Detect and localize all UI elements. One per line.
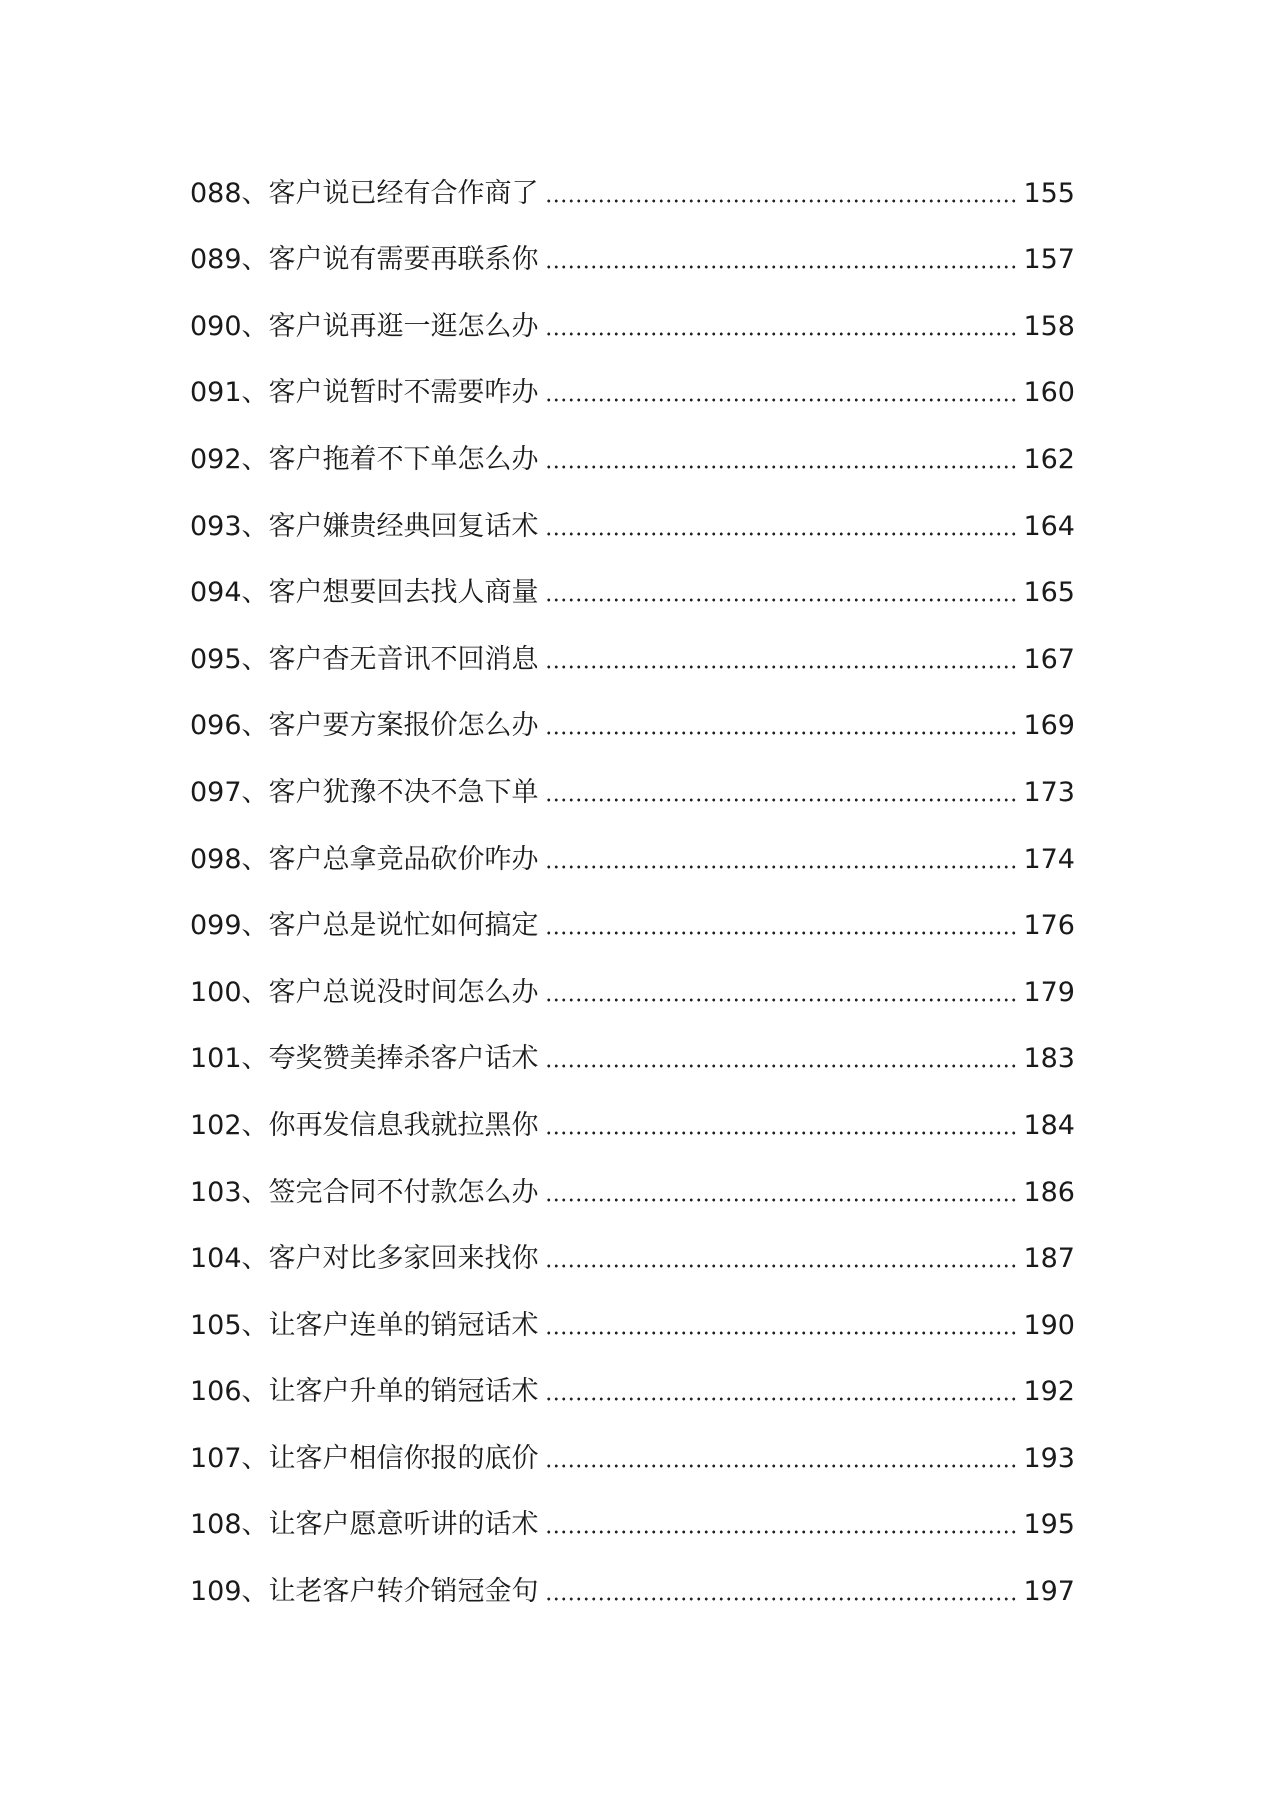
toc-entry-page: 197 xyxy=(1023,1576,1075,1608)
toc-entry-title: 、客户犹豫不决不急下单 xyxy=(241,776,539,808)
toc-entry[interactable] xyxy=(190,744,1075,811)
toc-entry-title: 、让客户连单的销冠话术 xyxy=(241,1309,539,1341)
toc-entry-number: 109 xyxy=(190,1576,242,1608)
toc-entry-page: 186 xyxy=(1023,1176,1075,1208)
toc-entry-title: 、签完合同不付款怎么办 xyxy=(241,1176,539,1208)
toc-entry-number: 088 xyxy=(190,177,242,209)
toc-leader-dots xyxy=(545,598,1020,602)
toc-leader-dots xyxy=(545,665,1020,669)
toc-entry[interactable] xyxy=(190,1477,1075,1544)
toc-leader-dots xyxy=(545,1264,1020,1268)
toc-entry-page: 173 xyxy=(1023,776,1075,808)
toc-leader-dots xyxy=(545,199,1020,203)
toc-entry-title: 、客户总是说忙如何搞定 xyxy=(241,910,539,942)
toc-entry-title: 、客户说再逛一逛怎么办 xyxy=(241,310,539,342)
toc-entry[interactable] xyxy=(190,345,1075,412)
toc-leader-dots xyxy=(545,1331,1020,1335)
toc-entry[interactable] xyxy=(190,278,1075,345)
toc-entry-number: 102 xyxy=(190,1109,242,1141)
toc-entry-page: 193 xyxy=(1023,1442,1075,1474)
toc-entry-title: 、客户说暂时不需要咋办 xyxy=(241,377,539,409)
toc-entry-number: 098 xyxy=(190,843,242,875)
toc-entry[interactable] xyxy=(190,1011,1075,1078)
toc-entry-page: 195 xyxy=(1023,1509,1075,1541)
toc-entry-number: 091 xyxy=(190,377,242,409)
toc-entry-number: 103 xyxy=(190,1176,242,1208)
toc-entry-number: 101 xyxy=(190,1043,242,1075)
toc-leader-dots xyxy=(545,1597,1020,1601)
toc-leader-dots xyxy=(545,1464,1020,1468)
toc-entry-title: 、客户嫌贵经典回复话术 xyxy=(241,510,539,542)
toc-entry[interactable] xyxy=(190,1410,1075,1477)
toc-entry[interactable] xyxy=(190,478,1075,545)
toc-entry[interactable] xyxy=(190,212,1075,279)
toc-entry-page: 192 xyxy=(1023,1376,1075,1408)
toc-entry-title: 、客户总说没时间怎么办 xyxy=(241,976,539,1008)
toc-leader-dots xyxy=(545,1397,1020,1401)
toc-entry-title: 、让客户升单的销冠话术 xyxy=(241,1376,539,1408)
toc-entry[interactable] xyxy=(190,1543,1075,1610)
toc-leader-dots xyxy=(545,731,1020,735)
toc-entry-title: 、让老客户转介销冠金句 xyxy=(241,1576,539,1608)
toc-entry-page: 167 xyxy=(1023,643,1075,675)
toc-entry-page: 179 xyxy=(1023,976,1075,1008)
toc-entry-title: 、客户杳无音讯不回消息 xyxy=(241,643,539,675)
toc-entry-page: 184 xyxy=(1023,1109,1075,1141)
toc-entry-number: 090 xyxy=(190,310,242,342)
toc-entry-page: 176 xyxy=(1023,910,1075,942)
toc-leader-dots xyxy=(545,1530,1020,1534)
toc-entry-page: 165 xyxy=(1023,577,1075,609)
toc-entry-number: 097 xyxy=(190,776,242,808)
toc-entry-title: 、让客户愿意听讲的话术 xyxy=(241,1509,539,1541)
toc-entry-title: 、客户说有需要再联系你 xyxy=(241,244,539,276)
toc-entry[interactable] xyxy=(190,411,1075,478)
toc-entry[interactable] xyxy=(190,1144,1075,1211)
toc-entry[interactable] xyxy=(190,878,1075,945)
toc-entry[interactable] xyxy=(190,944,1075,1011)
toc-entry-title: 、客户总拿竞品砍价咋办 xyxy=(241,843,539,875)
toc-entry-page: 187 xyxy=(1023,1243,1075,1275)
toc-entry-title: 、客户对比多家回来找你 xyxy=(241,1243,539,1275)
toc-entry-number: 106 xyxy=(190,1376,242,1408)
toc-entry-title: 、客户拖着不下单怎么办 xyxy=(241,443,539,475)
toc-entry-number: 099 xyxy=(190,910,242,942)
toc-entry-page: 157 xyxy=(1023,244,1075,276)
toc-entry-title: 、客户说已经有合作商了 xyxy=(241,177,539,209)
table-of-contents xyxy=(190,163,1075,1610)
toc-entry-title: 、夸奖赞美捧杀客户话术 xyxy=(241,1043,539,1075)
toc-entry-page: 162 xyxy=(1023,443,1075,475)
toc-leader-dots xyxy=(545,332,1020,336)
toc-entry-page: 174 xyxy=(1023,843,1075,875)
toc-entry[interactable] xyxy=(190,678,1075,745)
toc-entry-number: 095 xyxy=(190,643,242,675)
toc-entry[interactable] xyxy=(190,145,1075,212)
toc-entry-number: 096 xyxy=(190,710,242,742)
toc-entry-number: 107 xyxy=(190,1442,242,1474)
toc-entry-page: 183 xyxy=(1023,1043,1075,1075)
toc-entry-number: 092 xyxy=(190,443,242,475)
toc-entry-number: 094 xyxy=(190,577,242,609)
toc-entry[interactable] xyxy=(190,1344,1075,1411)
toc-leader-dots xyxy=(545,931,1020,935)
toc-leader-dots xyxy=(545,1198,1020,1202)
toc-leader-dots xyxy=(545,465,1020,469)
toc-entry-page: 160 xyxy=(1023,377,1075,409)
toc-entry-number: 108 xyxy=(190,1509,242,1541)
toc-entry-number: 104 xyxy=(190,1243,242,1275)
toc-entry-page: 169 xyxy=(1023,710,1075,742)
toc-leader-dots xyxy=(545,265,1020,269)
toc-entry-page: 190 xyxy=(1023,1309,1075,1341)
toc-entry-page: 158 xyxy=(1023,310,1075,342)
toc-entry-title: 、客户想要回去找人商量 xyxy=(241,577,539,609)
toc-entry-title: 、你再发信息我就拉黑你 xyxy=(241,1109,539,1141)
toc-leader-dots xyxy=(545,798,1020,802)
toc-entry[interactable] xyxy=(190,611,1075,678)
toc-entry[interactable] xyxy=(190,1077,1075,1144)
toc-entry-title: 、让客户相信你报的底价 xyxy=(241,1442,539,1474)
toc-leader-dots xyxy=(545,1064,1020,1068)
toc-entry-number: 089 xyxy=(190,244,242,276)
toc-entry-title: 、客户要方案报价怎么办 xyxy=(241,710,539,742)
toc-entry-page: 155 xyxy=(1023,177,1075,209)
toc-leader-dots xyxy=(545,1131,1020,1135)
toc-entry[interactable] xyxy=(190,545,1075,612)
toc-leader-dots xyxy=(545,865,1020,869)
toc-entry[interactable] xyxy=(190,811,1075,878)
toc-entry-number: 105 xyxy=(190,1309,242,1341)
toc-entry-number: 100 xyxy=(190,976,242,1008)
toc-entry-page: 164 xyxy=(1023,510,1075,542)
toc-entry[interactable] xyxy=(190,1277,1075,1344)
toc-entry-number: 093 xyxy=(190,510,242,542)
toc-entry[interactable] xyxy=(190,1211,1075,1278)
toc-leader-dots xyxy=(545,998,1020,1002)
toc-leader-dots xyxy=(545,532,1020,536)
toc-leader-dots xyxy=(545,398,1020,402)
